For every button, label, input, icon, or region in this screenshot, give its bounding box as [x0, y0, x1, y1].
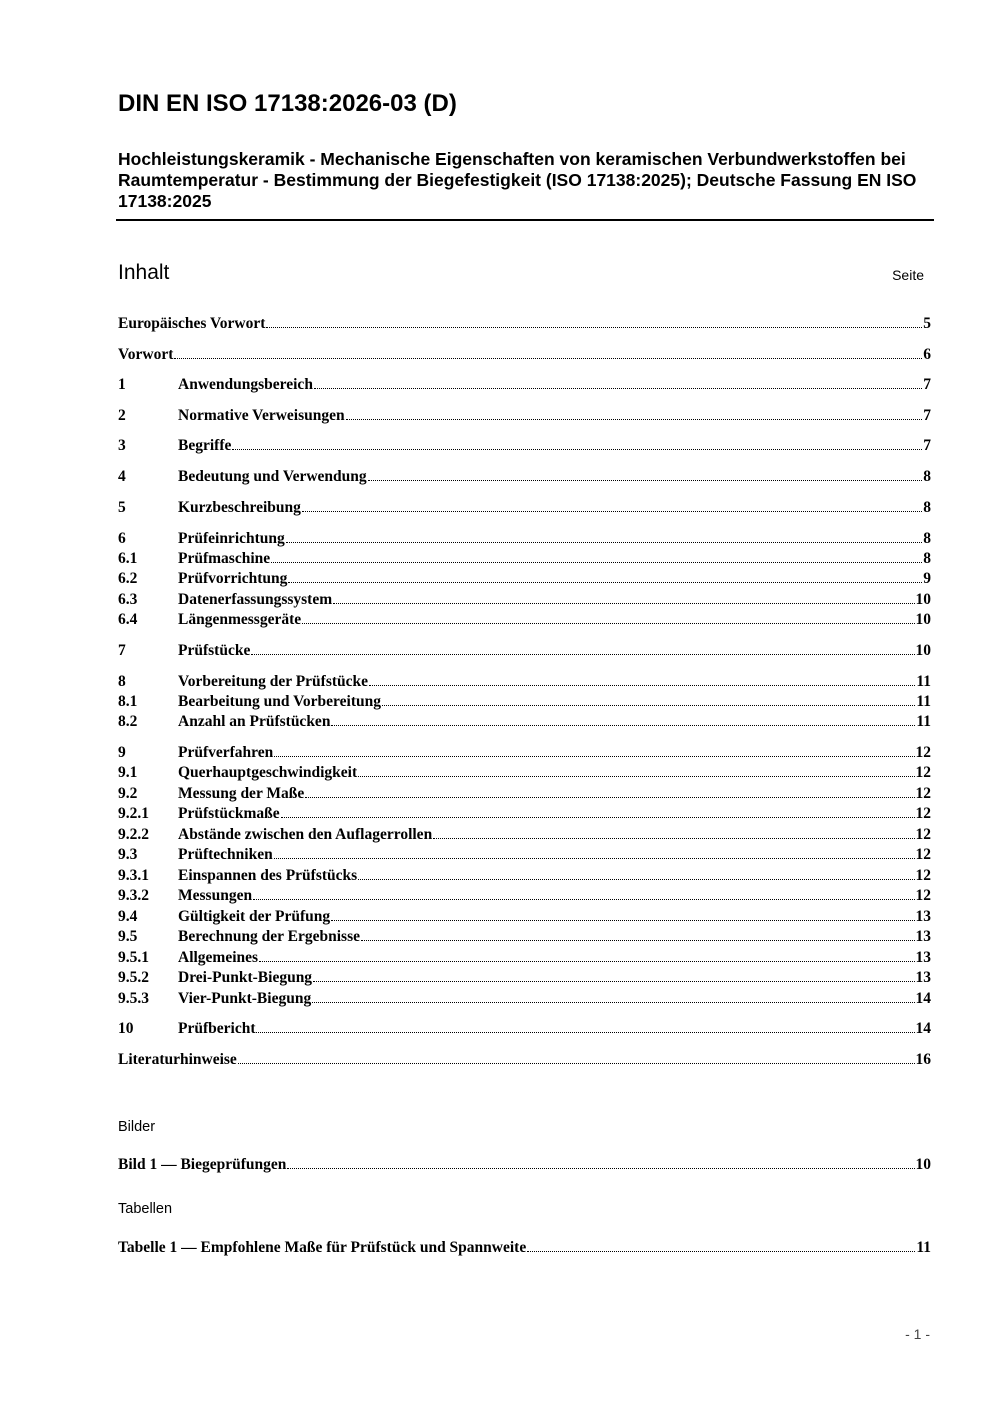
toc-entry-page: 12 — [915, 764, 931, 781]
page-column-label: Seite — [892, 267, 924, 283]
toc-leader-dots — [333, 603, 914, 604]
toc-leader-dots — [271, 562, 922, 563]
toc-entry-text: Kurzbeschreibung — [178, 499, 301, 516]
toc-entry[interactable] — [118, 1019, 931, 1039]
toc-entry-page: 16 — [915, 1051, 931, 1068]
toc-entry-number: 9.3 — [118, 846, 138, 863]
toc-entry-number: 7 — [118, 642, 126, 659]
toc-entry-text: Bearbeitung und Vorbereitung — [178, 693, 381, 710]
toc-leader-dots — [302, 511, 922, 512]
toc-entry-text: Prüfvorrichtung — [178, 570, 288, 587]
toc-leader-dots — [259, 961, 914, 962]
toc-leader-dots — [256, 1032, 914, 1033]
toc-entry[interactable] — [118, 712, 931, 732]
table-entry[interactable] — [118, 1238, 931, 1258]
toc-leader-dots — [274, 858, 915, 859]
tables-heading: Tabellen — [118, 1201, 173, 1217]
toc-entry-number: 9.1 — [118, 764, 138, 781]
toc-entry-text: Normative Verweisungen — [178, 407, 345, 424]
toc-entry-page: 14 — [915, 1020, 931, 1037]
toc-entry-page: 11 — [916, 693, 931, 710]
toc-entry[interactable] — [118, 529, 931, 549]
toc-entry-text: Prüfstücke — [178, 642, 251, 659]
toc-entry[interactable] — [118, 498, 931, 518]
toc-entry-text: Abstände zwischen den Auflagerrollen — [178, 826, 433, 843]
toc-entry-text: Prüftechniken — [178, 846, 273, 863]
toc-entry-number: 9.3.1 — [118, 867, 149, 884]
toc-entry-text: Allgemeines — [178, 949, 259, 966]
document-title: DIN EN ISO 17138:2026-03 (D) — [118, 90, 457, 117]
toc-leader-dots — [369, 685, 915, 686]
toc-entry-number: 8.2 — [118, 713, 138, 730]
table-entry-page: 11 — [916, 1239, 931, 1256]
toc-entry[interactable] — [118, 375, 931, 395]
toc-entry-page: 7 — [923, 407, 931, 424]
toc-leader-dots — [361, 940, 915, 941]
toc-entry-page: 8 — [923, 468, 931, 485]
toc-entry-page: 10 — [915, 642, 931, 659]
toc-entry-number: 9.5.2 — [118, 969, 149, 986]
toc-entry[interactable] — [118, 406, 931, 426]
toc-leader-dots — [331, 920, 914, 921]
toc-entry-page: 12 — [915, 826, 931, 843]
toc-entry-page: 8 — [923, 499, 931, 516]
toc-entry[interactable] — [118, 672, 931, 692]
toc-entry-number: 5 — [118, 499, 126, 516]
toc-leader-dots — [281, 817, 915, 818]
toc-entry[interactable] — [118, 743, 931, 763]
toc-entry[interactable] — [118, 590, 931, 610]
toc-entry-text: Gültigkeit der Prüfung — [178, 908, 331, 925]
toc-entry-text: Messung der Maße — [178, 785, 305, 802]
toc-entry[interactable] — [118, 610, 931, 630]
toc-entry-text: Drei-Punkt-Biegung — [178, 969, 313, 986]
toc-leader-dots — [251, 654, 914, 655]
toc-entry-text: Prüfeinrichtung — [178, 530, 285, 547]
toc-heading: Inhalt — [118, 261, 170, 284]
toc-entry-page: 12 — [915, 805, 931, 822]
toc-entry-number: 1 — [118, 376, 126, 393]
toc-entry[interactable] — [118, 641, 931, 661]
toc-leader-dots — [266, 327, 922, 328]
toc-entry-text: Anzahl an Prüfstücken — [178, 713, 331, 730]
toc-entry-number: 9.2.2 — [118, 826, 149, 843]
toc-entry[interactable] — [118, 345, 931, 365]
toc-entry-text: Einspannen des Prüfstücks — [178, 867, 358, 884]
toc-entry[interactable] — [118, 927, 931, 947]
toc-entry[interactable] — [118, 989, 931, 1009]
toc-entry-number: 8.1 — [118, 693, 138, 710]
toc-leader-dots — [287, 1168, 914, 1169]
toc-entry-text: Europäisches Vorwort — [118, 315, 266, 332]
figures-heading: Bilder — [118, 1119, 156, 1135]
toc-entry-number: 2 — [118, 407, 126, 424]
toc-entry-number: 9.2 — [118, 785, 138, 802]
toc-entry-page: 12 — [915, 785, 931, 802]
toc-entry-number: 10 — [118, 1020, 134, 1037]
toc-entry[interactable] — [118, 907, 931, 927]
toc-leader-dots — [314, 388, 922, 389]
toc-leader-dots — [313, 981, 914, 982]
toc-entry[interactable] — [118, 845, 931, 865]
toc-entry-page: 8 — [923, 550, 931, 567]
toc-entry-text: Längenmessgeräte — [178, 611, 302, 628]
toc-entry[interactable] — [118, 467, 931, 487]
toc-leader-dots — [346, 419, 923, 420]
toc-entry[interactable] — [118, 784, 931, 804]
toc-entry-number: 9.5.3 — [118, 990, 149, 1007]
toc-entry-number: 9 — [118, 744, 126, 761]
toc-entry-page: 12 — [915, 867, 931, 884]
toc-entry-text: Prüfbericht — [178, 1020, 256, 1037]
document-subtitle: Hochleistungskeramik - Mechanische Eigenschaften von keramischen Verbundwerkstoffen bei Raumtemperatur - Bestimmung der Biegefestigkeit (ISO 17138:2025); Deutsche Fassung EN ISO 17138:2025 — [118, 149, 917, 211]
toc-entry-page: 7 — [923, 376, 931, 393]
toc-entry-text: Datenerfassungssystem — [178, 591, 333, 608]
toc-entry-page: 9 — [923, 570, 931, 587]
toc-entry-page: 5 — [923, 315, 931, 332]
toc-entry-text: Vorbereitung der Prüfstücke — [178, 673, 369, 690]
table-entry-text: Tabelle 1 — Empfohlene Maße für Prüfstück und Spannweite — [118, 1239, 527, 1256]
toc-entry-text: Literaturhinweise — [118, 1051, 237, 1068]
figure-entry[interactable] — [118, 1155, 931, 1175]
toc-entry-text: Prüfverfahren — [178, 744, 274, 761]
toc-entry-page: 13 — [915, 949, 931, 966]
toc-leader-dots — [238, 1063, 915, 1064]
toc-leader-dots — [232, 449, 922, 450]
toc-entry[interactable] — [118, 314, 931, 334]
toc-entry-text: Vorwort — [118, 346, 174, 363]
toc-leader-dots — [331, 725, 915, 726]
toc-entry-number: 9.5.1 — [118, 949, 149, 966]
toc-entry-page: 11 — [916, 673, 931, 690]
toc-entry-text: Berechnung der Ergebnisse — [178, 928, 360, 945]
toc-entry-page: 10 — [915, 591, 931, 608]
toc-entry-number: 6.2 — [118, 570, 138, 587]
toc-leader-dots — [288, 582, 922, 583]
toc-entry-number: 6.1 — [118, 550, 138, 567]
toc-entry[interactable] — [118, 948, 931, 968]
toc-entry-text: Begriffe — [178, 437, 232, 454]
toc-leader-dots — [302, 623, 914, 624]
toc-leader-dots — [174, 358, 922, 359]
toc-leader-dots — [286, 542, 922, 543]
toc-entry-number: 6.4 — [118, 611, 138, 628]
toc-entry-number: 9.3.2 — [118, 887, 149, 904]
toc-entry-text: Bedeutung und Verwendung — [178, 468, 367, 485]
toc-entry-number: 6 — [118, 530, 126, 547]
title-divider — [116, 219, 934, 221]
toc-entry-number: 8 — [118, 673, 126, 690]
toc-entry-page: 12 — [915, 887, 931, 904]
toc-entry[interactable] — [118, 968, 931, 988]
toc-entry-page: 10 — [915, 611, 931, 628]
toc-entry[interactable] — [118, 569, 931, 589]
toc-entry-text: Prüfstückmaße — [178, 805, 280, 822]
toc-entry[interactable] — [118, 436, 931, 456]
toc-entry-page: 13 — [915, 908, 931, 925]
toc-entry-page: 12 — [915, 744, 931, 761]
toc-entry[interactable] — [118, 804, 931, 824]
toc-entry-page: 6 — [923, 346, 931, 363]
toc-leader-dots — [433, 838, 914, 839]
toc-entry-number: 4 — [118, 468, 126, 485]
toc-entry-page: 11 — [916, 713, 931, 730]
toc-entry-page: 8 — [923, 530, 931, 547]
toc-entry[interactable] — [118, 866, 931, 886]
toc-leader-dots — [358, 776, 914, 777]
toc-entry-number: 6.3 — [118, 591, 138, 608]
figure-entry-text: Bild 1 — Biegeprüfungen — [118, 1156, 287, 1173]
toc-leader-dots — [312, 1002, 914, 1003]
toc-leader-dots — [382, 705, 915, 706]
toc-entry[interactable] — [118, 549, 931, 569]
figure-entry-page: 10 — [915, 1156, 931, 1173]
toc-leader-dots — [305, 797, 914, 798]
toc-entry-text: Prüfmaschine — [178, 550, 271, 567]
toc-entry[interactable] — [118, 692, 931, 712]
toc-entry-page: 13 — [915, 969, 931, 986]
toc-entry-number: 9.2.1 — [118, 805, 149, 822]
page-number: - 1 - — [905, 1326, 930, 1342]
toc-entry[interactable] — [118, 886, 931, 906]
toc-entry-number: 9.4 — [118, 908, 138, 925]
toc-entry-number: 3 — [118, 437, 126, 454]
toc-entry[interactable] — [118, 1050, 931, 1070]
toc-entry-page: 7 — [923, 437, 931, 454]
toc-leader-dots — [527, 1251, 915, 1252]
toc-entry-number: 9.5 — [118, 928, 138, 945]
toc-entry-page: 14 — [915, 990, 931, 1007]
toc-entry[interactable] — [118, 763, 931, 783]
toc-entry-page: 13 — [915, 928, 931, 945]
toc-leader-dots — [274, 756, 914, 757]
toc-leader-dots — [368, 480, 923, 481]
toc-entry-text: Querhauptgeschwindigkeit — [178, 764, 358, 781]
toc-leader-dots — [253, 899, 914, 900]
toc-entry-text: Anwendungsbereich — [178, 376, 313, 393]
toc-leader-dots — [358, 879, 914, 880]
toc-entry-text: Vier-Punkt-Biegung — [178, 990, 312, 1007]
toc-entry[interactable] — [118, 825, 931, 845]
toc-entry-text: Messungen — [178, 887, 253, 904]
toc-entry-page: 12 — [915, 846, 931, 863]
